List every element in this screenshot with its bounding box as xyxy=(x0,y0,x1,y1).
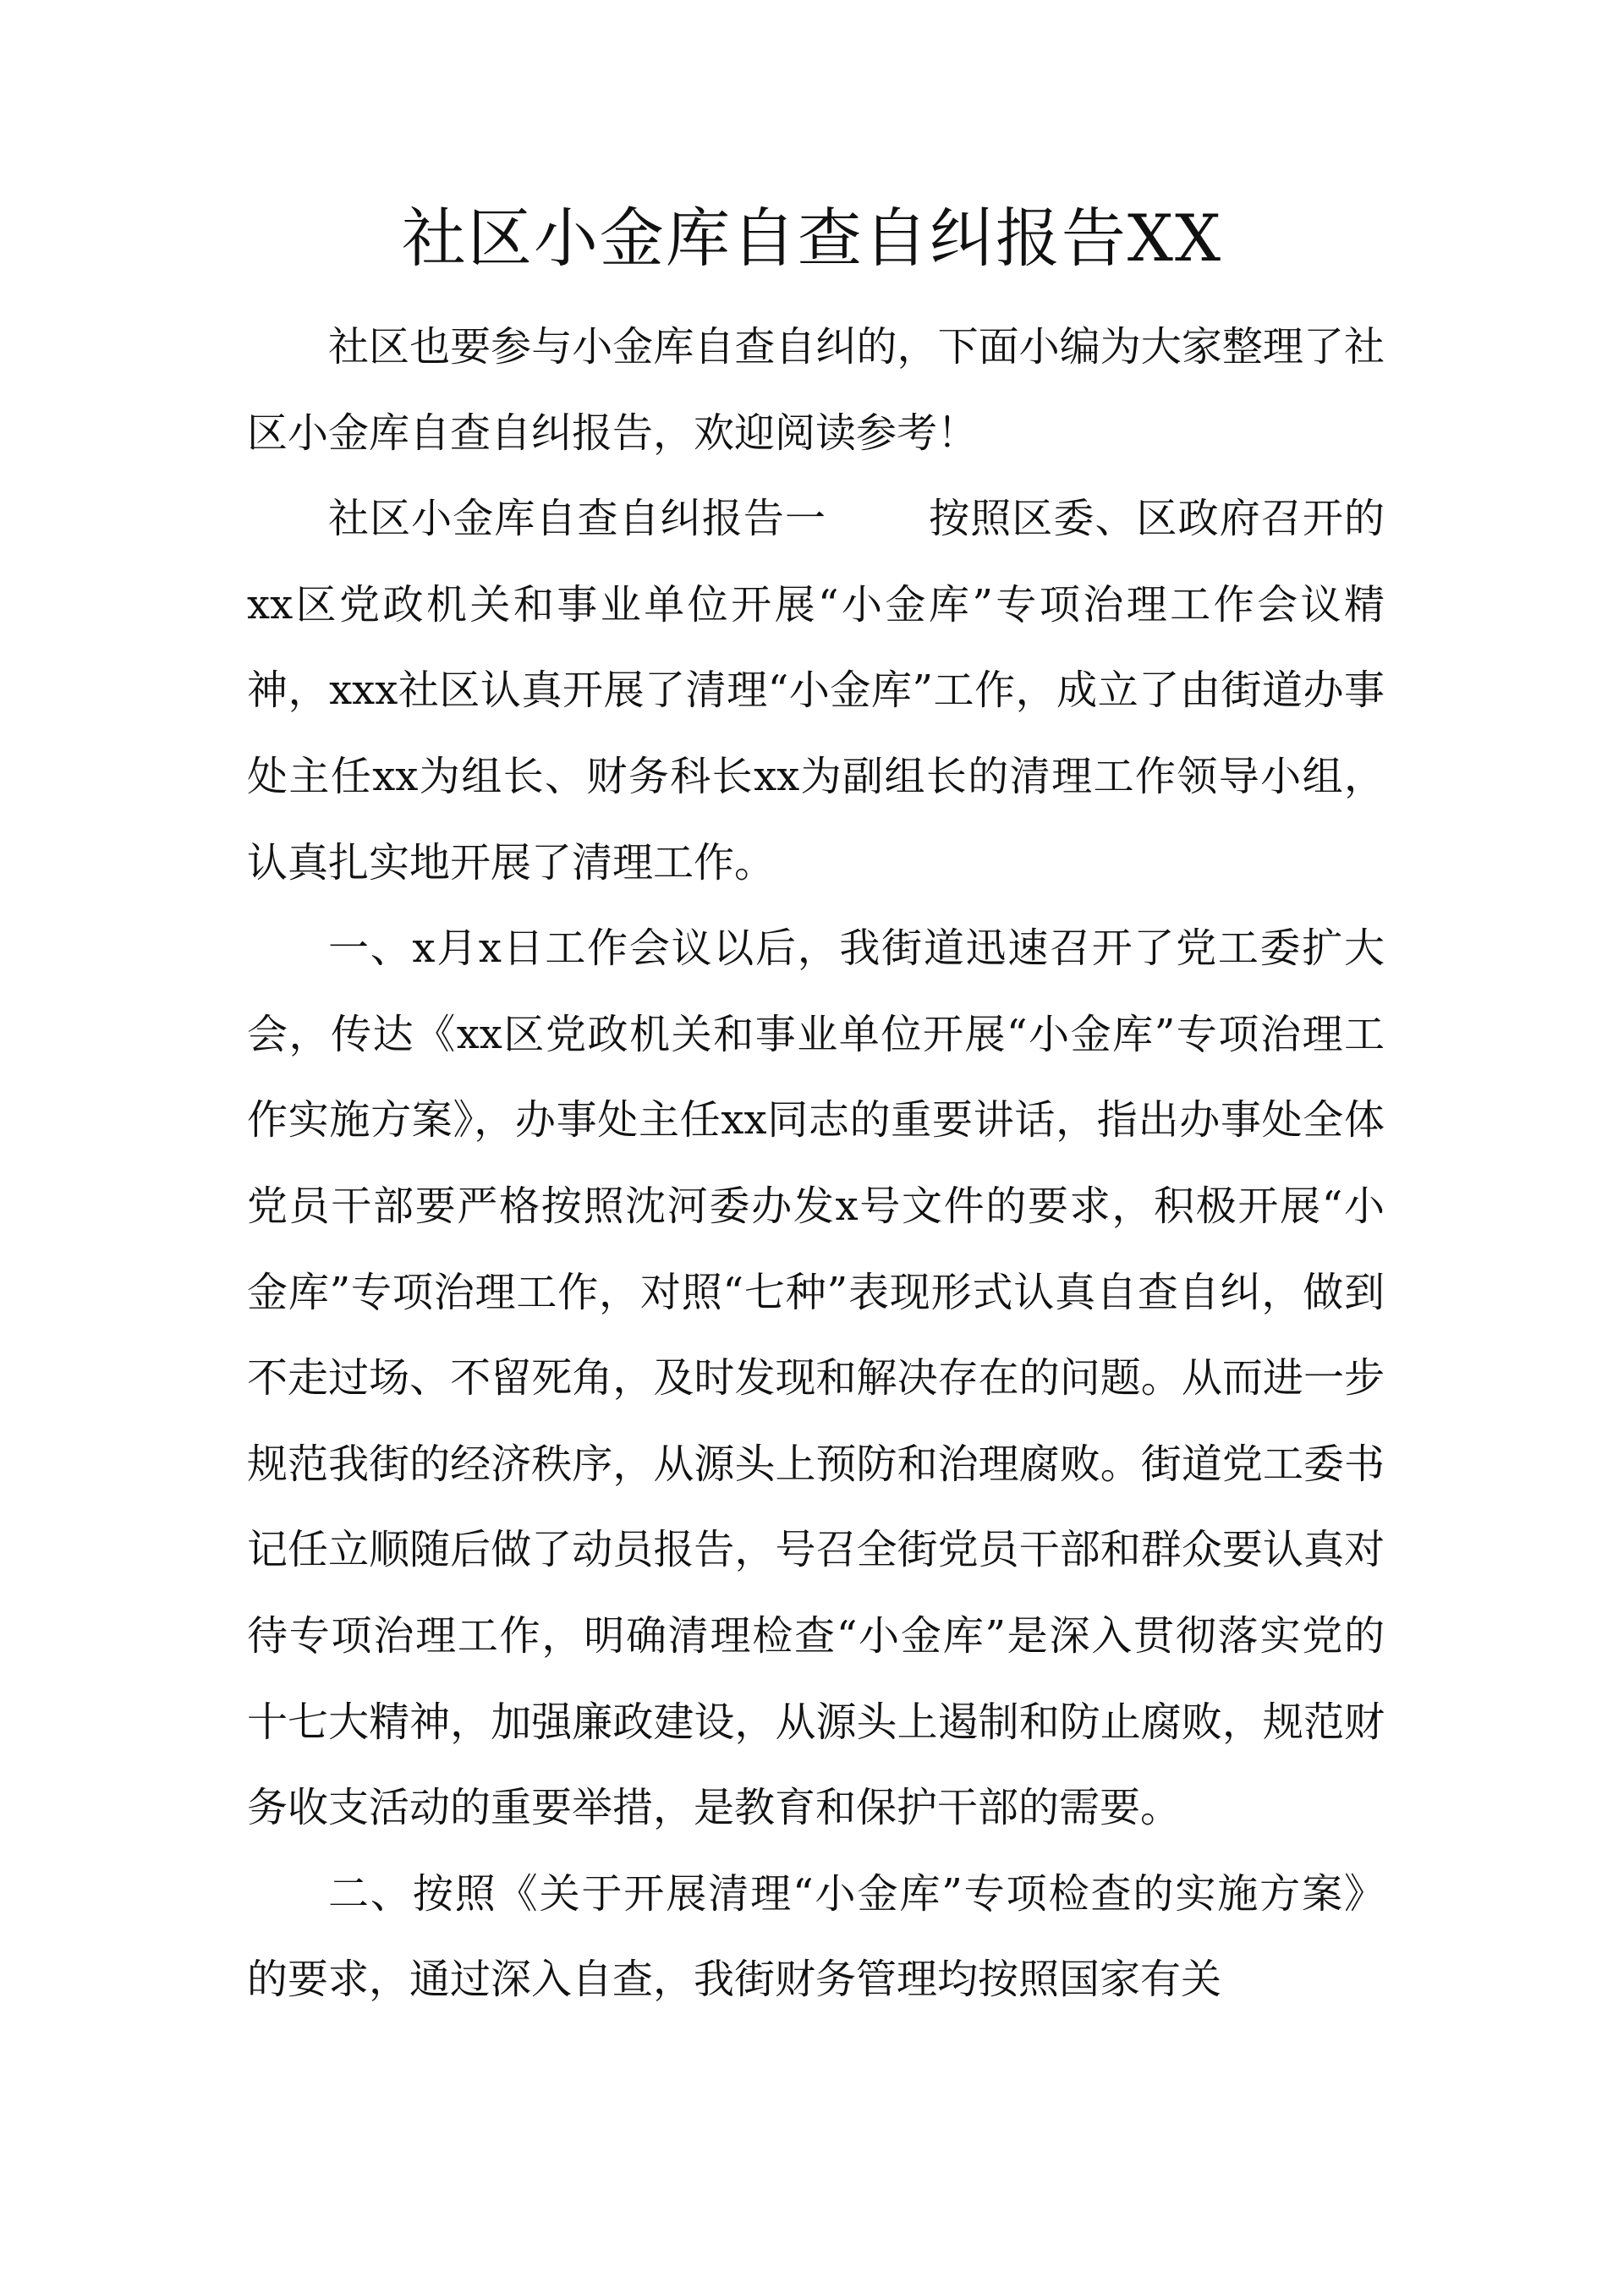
item-one-paragraph: 一、x月x日工作会议以后，我街道迅速召开了党工委扩大会，传达《xx区党政机关和事业单位开展“小金库”专项治理工作实施方案》，办事处主任xx同志的重要讲话，指出办事处全体党员干部要严格按照沈河委办发x号文件的要求，积极开展“小金库”专项治理工作，对照“七种”表现形式认真自查自纠，做到不走过场、不留死角，及时发现和解决存在的问题。从而进一步规范我街的经济秩序，从源头上预防和治理腐败。街道党工委书记任立顺随后做了动员报告，号召全街党员干部和群众要认真对待专项治理工作，明确清理检查“小金库”是深入贯彻落实党的十七大精神，加强廉政建设，从源头上遏制和防止腐败，规范财务收支活动的重要举措，是教育和保护干部的需要。 xyxy=(247,925,1385,1832)
document-body xyxy=(247,305,1385,2023)
section-heading: 社区小金库自查自纠报告一 xyxy=(328,495,827,543)
item-two-paragraph: 二、按照《关于开展清理“小金库”专项检查的实施方案》的要求，通过深入自查，我街财务管理均按照国家有关 xyxy=(247,1869,1385,2004)
section-one-text: 按照区委、区政府召开的xx区党政机关和事业单位开展“小金库”专项治理工作会议精神，xxx社区认真开展了清理“小金库”工作，成立了由街道办事处主任xx为组长、财务科长xx为副组长的清理工作领导小组，认真扎实地开展了清理工作。 xyxy=(247,495,1385,886)
section-one-paragraph xyxy=(247,476,1385,906)
intro-paragraph: 社区也要参与小金库自查自纠的，下面小编为大家整理了社区小金库自查自纠报告，欢迎阅读参考！ xyxy=(247,323,1385,457)
document-title: 社区小金库自查自纠报告XX xyxy=(401,200,1223,276)
